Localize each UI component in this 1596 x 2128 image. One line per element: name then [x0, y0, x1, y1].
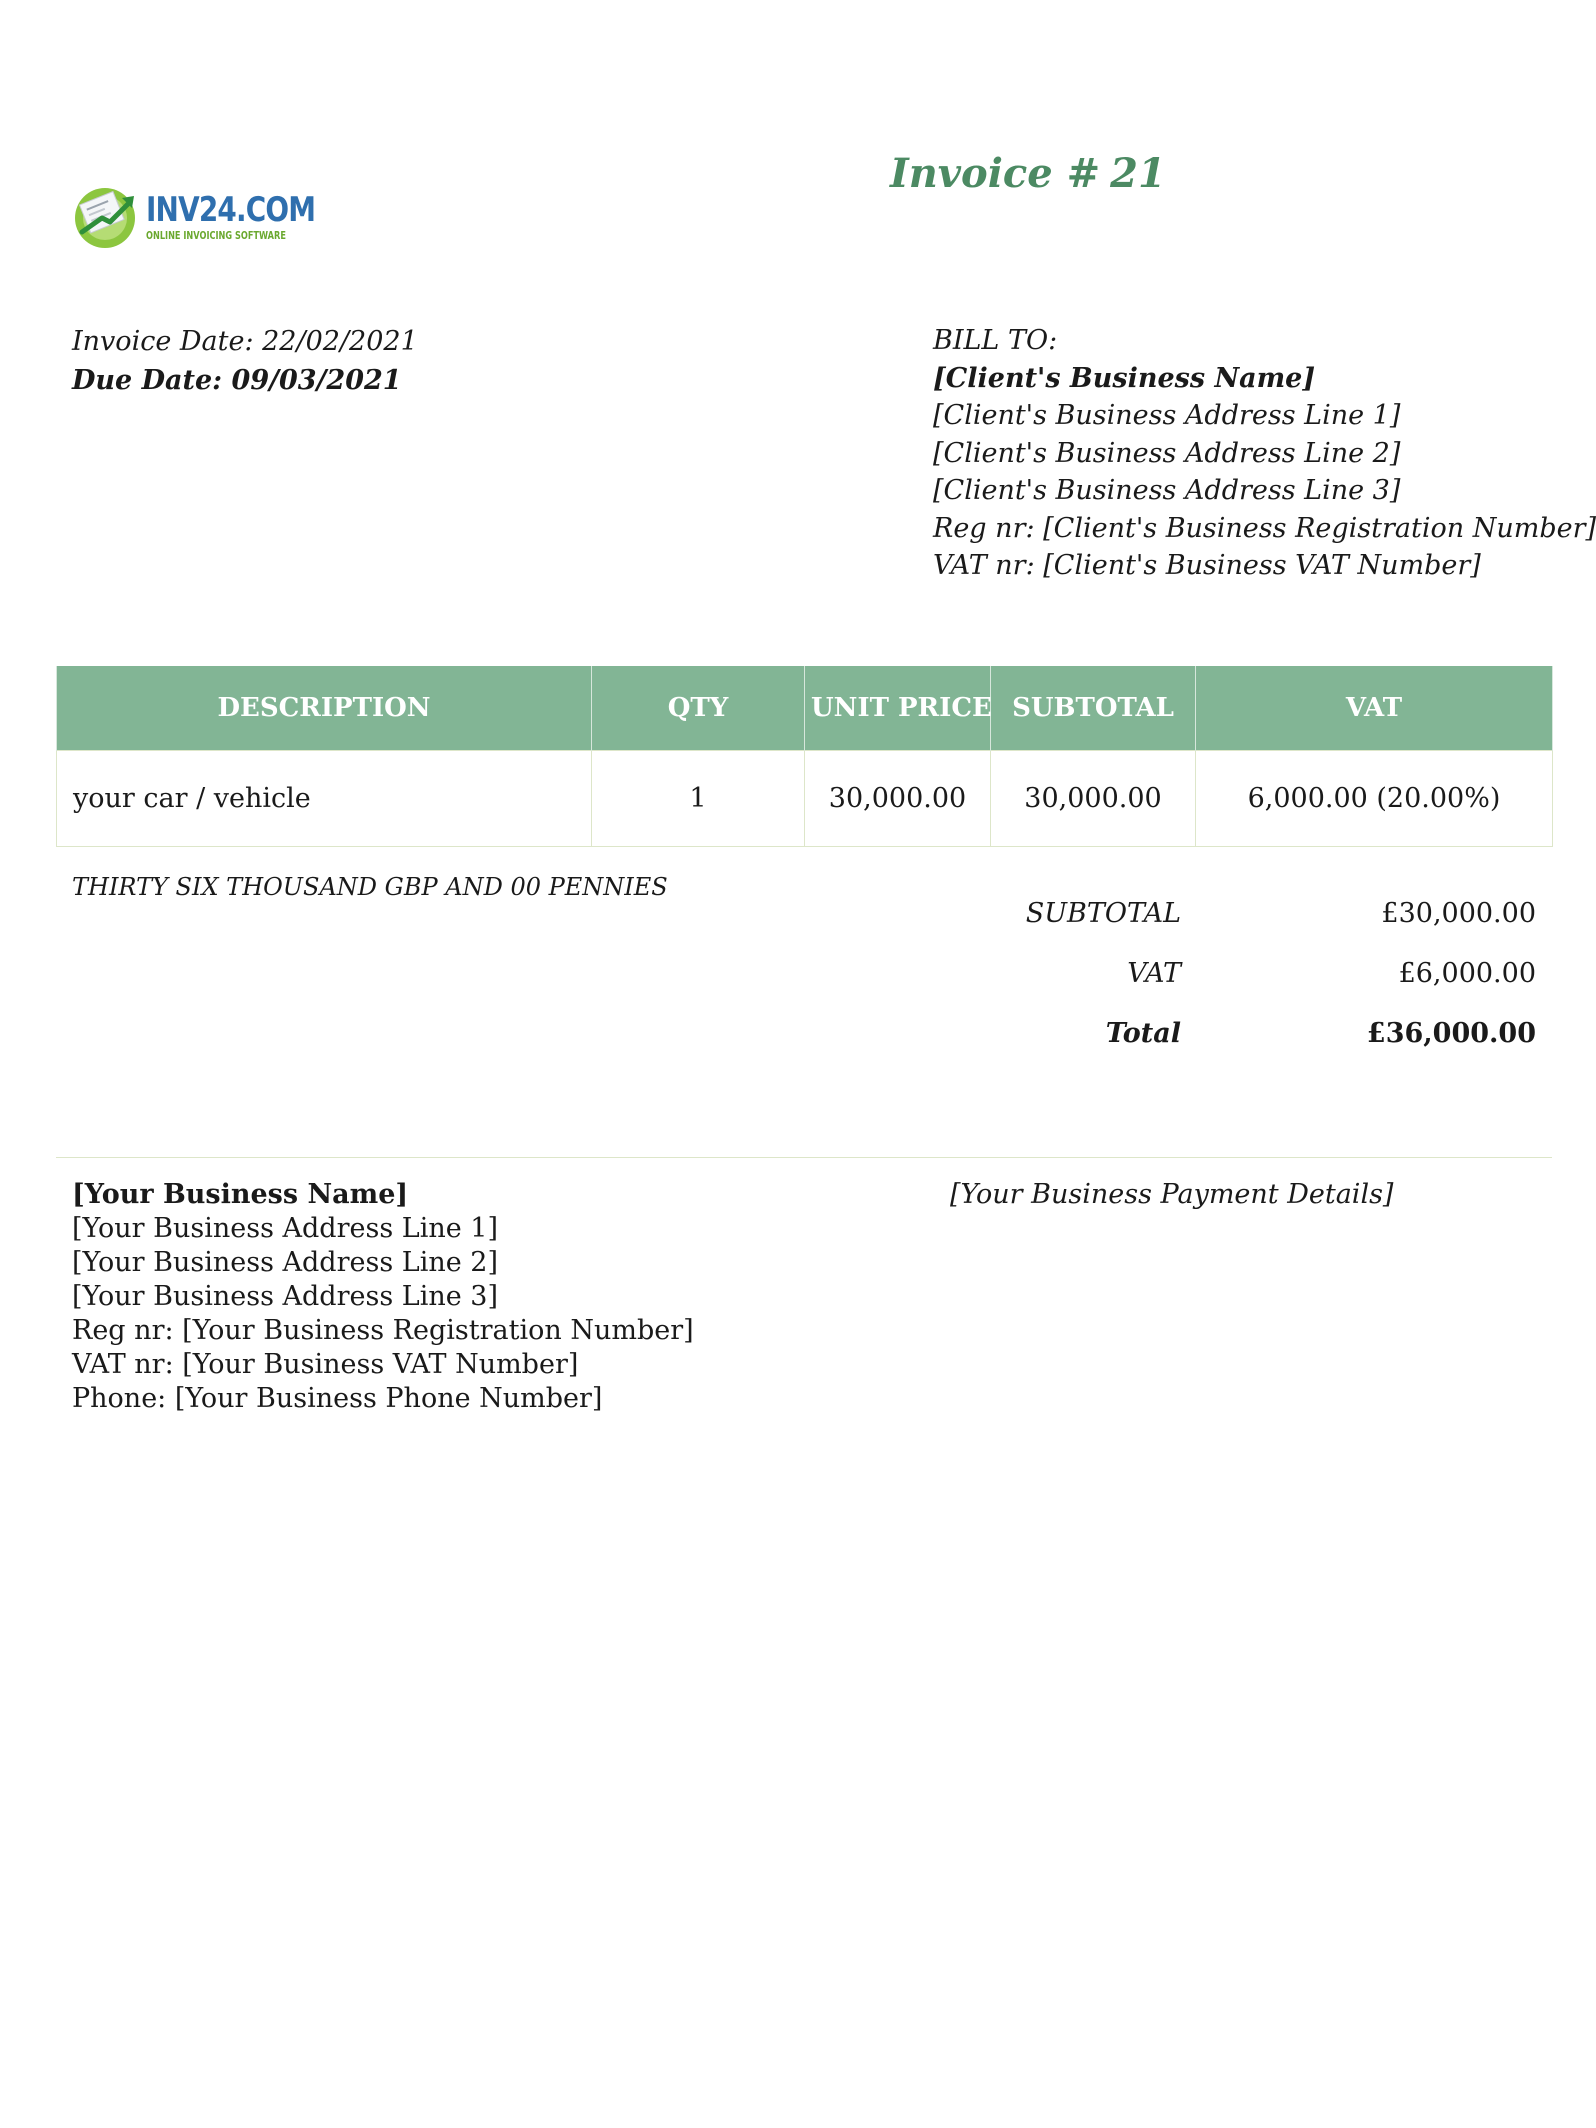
seller-name: [Your Business Name] [72, 1179, 409, 1210]
seller-reg-number: Reg nr: [Your Business Registration Number] [72, 1315, 694, 1346]
column-header-unit-price: UNIT PRICE [805, 666, 991, 751]
company-logo [72, 182, 316, 252]
subtotal-value: £30,000.00 [1381, 898, 1536, 929]
item-qty: 1 [592, 751, 805, 847]
seller-phone: Phone: [Your Business Phone Number] [72, 1383, 603, 1414]
line-items-table [56, 666, 1553, 847]
client-address-line-2: [Client's Business Address Line 2] [933, 437, 1401, 469]
item-unit-price: 30,000.00 [805, 751, 991, 847]
logo-icon [72, 182, 142, 252]
client-vat-number: VAT nr: [Client's Business VAT Number] [933, 550, 1481, 581]
logo-tagline: ONLINE INVOICING SOFTWARE [146, 230, 286, 242]
invoice-title [890, 150, 1166, 197]
column-header-description: DESCRIPTION [57, 666, 592, 751]
invoice-dates [72, 322, 418, 400]
vat-label: VAT [1127, 958, 1181, 989]
column-header-qty: QTY [592, 666, 805, 751]
invoice-date: Invoice Date: 22/02/2021 [72, 326, 418, 357]
seller-vat-number: VAT nr: [Your Business VAT Number] [72, 1349, 579, 1380]
item-description: your car / vehicle [57, 751, 592, 847]
total-label: Total [1105, 1018, 1181, 1049]
item-vat: 6,000.00 (20.00%) [1196, 751, 1553, 847]
seller-address-line-2: [Your Business Address Line 2] [72, 1247, 499, 1278]
invoice-number: 21 [1110, 150, 1166, 197]
item-subtotal: 30,000.00 [991, 751, 1196, 847]
total-value: £36,000.00 [1366, 1018, 1536, 1049]
due-date: Due Date: 09/03/2021 [72, 365, 402, 396]
client-address-line-1: [Client's Business Address Line 1] [933, 400, 1401, 431]
seller-address-line-3: [Your Business Address Line 3] [72, 1281, 499, 1312]
amount-in-words: THIRTY SIX THOUSAND GBP AND 00 PENNIES [72, 873, 668, 901]
client-reg-number: Reg nr: [Client's Business Registration Number] [933, 512, 1596, 544]
column-header-vat: VAT [1196, 666, 1553, 751]
bill-to-heading: BILL TO: [933, 325, 1058, 356]
table-header-row [57, 666, 1553, 751]
invoice-title-prefix: Invoice # [890, 150, 1101, 197]
payment-details: [Your Business Payment Details] [950, 1179, 1394, 1210]
footer-divider [56, 1157, 1552, 1158]
client-name: [Client's Business Name] [933, 362, 1316, 394]
table-row [57, 751, 1553, 847]
subtotal-label: SUBTOTAL [1025, 898, 1181, 929]
bill-to-block [933, 322, 1596, 585]
seller-address-line-1: [Your Business Address Line 1] [72, 1213, 499, 1244]
vat-value: £6,000.00 [1398, 958, 1536, 989]
logo-name: INV24.COM [146, 190, 316, 230]
column-header-subtotal: SUBTOTAL [991, 666, 1196, 751]
client-address-line-3: [Client's Business Address Line 3] [933, 475, 1401, 506]
seller-block [72, 1178, 694, 1416]
